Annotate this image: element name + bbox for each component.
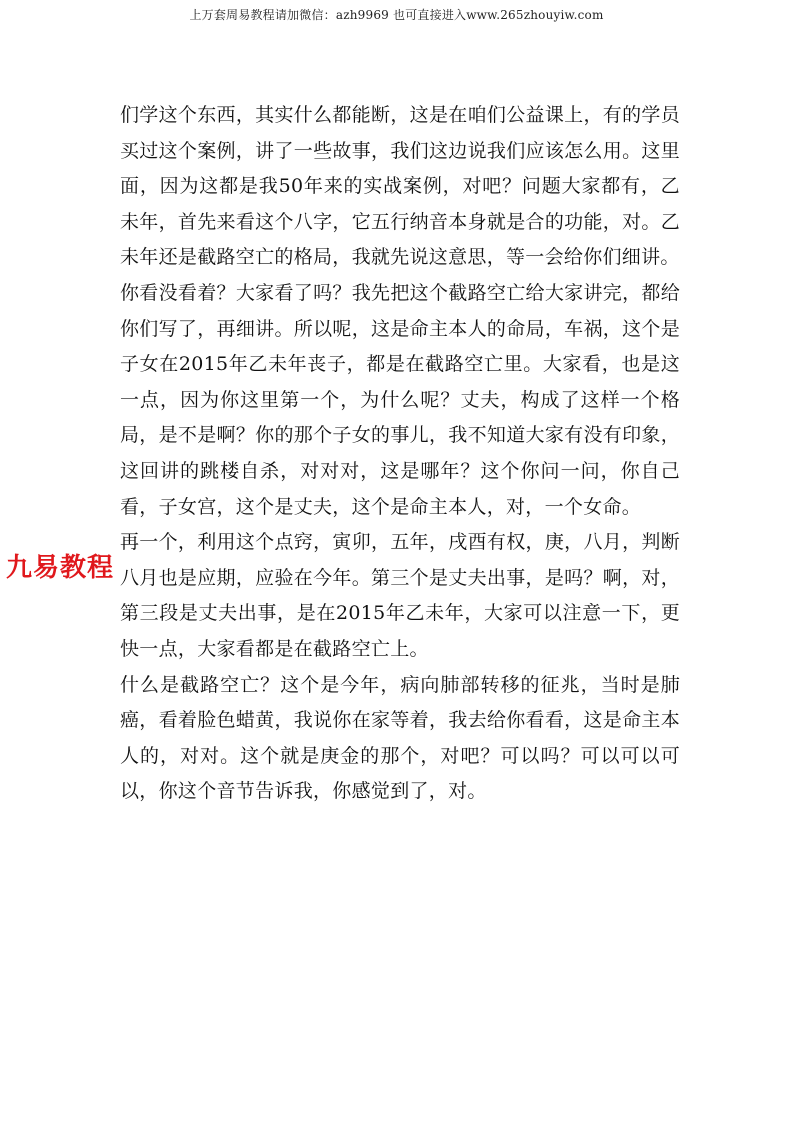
watermark-logo: 九易教程	[6, 553, 115, 583]
paragraph-1: 们学这个东西，其实什么都能断，这是在咱们公益课上，有的学员买过这个案例，讲了一些故事，我们这边说我们应该怎么用。这里面，因为这都是我50年来的实战案例，对吧？问题大家都有，乙未年，首先来看这个八字，它五行纳音本身就是合的功能，对。乙未年还是截路空亡的格局，我就先说这意思，等一会给你们细讲。	[120, 104, 680, 269]
paragraph-4: 什么是截路空亡？这个是今年，病向肺部转移的征兆，当时是肺癌，看着脸色蜡黄，我说你在家等着，我去给你看看，这是命主本人的，对对。这个就是庚金的那个，对吧？可以吗？可以可以可以，你这个音节告诉我，你感觉到了，对。	[120, 673, 680, 803]
page-header: 上万套周易教程请加微信：azh9969 也可直接进入www.265zhouyiw.com	[189, 8, 604, 22]
document-body	[120, 98, 680, 810]
paragraph-2: 你看没看着？大家看了吗？我先把这个截路空亡给大家讲完，都给你们写了，再细讲。所以呢，这是命主本人的命局，车祸，这个是子女在2015年乙未年丧子，都是在截路空亡里。大家看，也是这一点，因为你这里第一个，为什么呢？丈夫，构成了这样一个格局，是不是啊？你的那个子女的事儿，我不知道大家有没有印象，这回讲的跳楼自杀，对对对，这是哪年？这个你问一问，你自己看，子女宫，这个是丈夫，这个是命主本人，对，一个女命。	[120, 281, 680, 518]
paragraph-3: 再一个，利用这个点窍，寅卯，五年，戌酉有权，庚，八月，判断八月也是应期，应验在今年。第三个是丈夫出事，是吗？啊，对，第三段是丈夫出事，是在2015年乙未年，大家可以注意一下，更快一点，大家看都是在截路空亡上。	[120, 531, 680, 660]
